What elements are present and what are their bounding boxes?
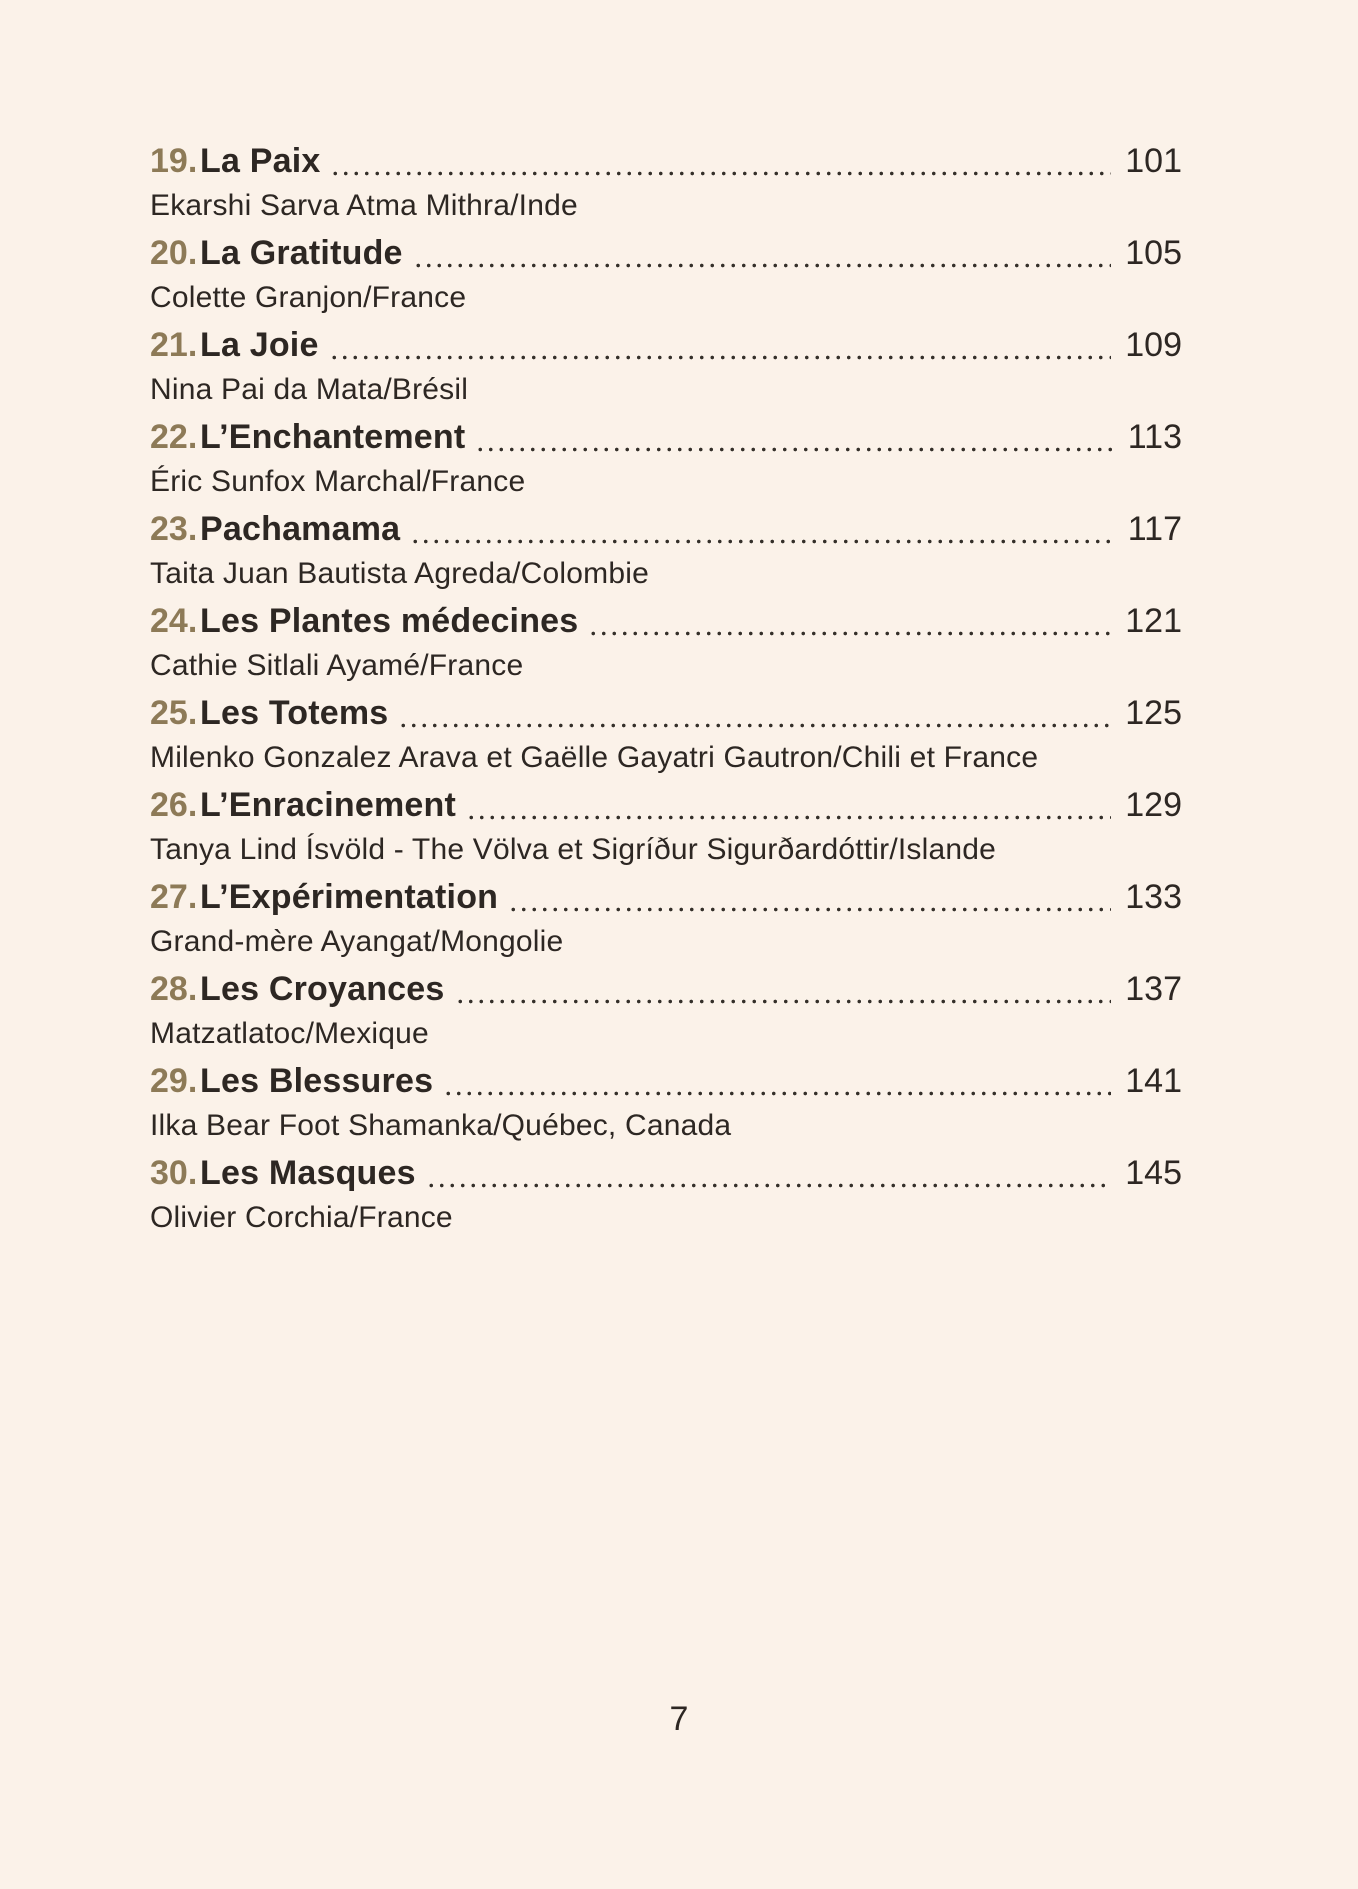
- toc-entry-page: 141: [1125, 1062, 1182, 1100]
- toc-entry-page: 105: [1125, 234, 1182, 272]
- toc-entry-title: La Gratitude: [200, 234, 403, 272]
- toc-list: [150, 138, 1182, 1242]
- toc-entry-title: Pachamama: [200, 510, 401, 548]
- toc-entry-page: 117: [1127, 510, 1182, 548]
- toc-entry-row: [150, 414, 1182, 460]
- dotted-leader: [329, 355, 1112, 360]
- toc-entry-row: [150, 322, 1182, 368]
- toc-entry-page: 137: [1125, 970, 1182, 1008]
- toc-entry-title: La Joie: [200, 326, 319, 364]
- toc-entry-title: La Paix: [200, 142, 321, 180]
- toc-entry-number: 30.: [150, 1154, 198, 1192]
- toc-entry-number: 28.: [150, 970, 198, 1008]
- toc-entry-author: Tanya Lind Ísvöld - The Völva et Sigríður Sigurðardóttir/Islande: [150, 833, 997, 866]
- toc-entry: [150, 874, 1182, 964]
- toc-entry-row: [150, 506, 1182, 552]
- toc-entry-title: L’Enchantement: [200, 418, 466, 456]
- toc-entry-page: 133: [1125, 878, 1182, 916]
- toc-entry-author: Colette Granjon/France: [150, 281, 467, 314]
- dotted-leader: [455, 999, 1112, 1004]
- toc-entry-page: 121: [1125, 602, 1182, 640]
- dotted-leader: [508, 907, 1111, 912]
- toc-entry-page: 129: [1125, 786, 1182, 824]
- toc-entry-row: [150, 690, 1182, 736]
- toc-entry-number: 24.: [150, 602, 198, 640]
- toc-entry-title: Les Totems: [200, 694, 389, 732]
- toc-entry-row: [150, 1058, 1182, 1104]
- toc-entry-page: 113: [1127, 418, 1182, 456]
- toc-entry: [150, 1150, 1182, 1240]
- toc-entry: [150, 414, 1182, 504]
- toc-entry-author: Nina Pai da Mata/Brésil: [150, 373, 469, 406]
- toc-entry-number: 22.: [150, 418, 198, 456]
- toc-entry-row: [150, 230, 1182, 276]
- toc-entry-number: 26.: [150, 786, 198, 824]
- toc-entry-title: Les Plantes médecines: [200, 602, 579, 640]
- toc-entry-number: 23.: [150, 510, 198, 548]
- toc-entry-author: Éric Sunfox Marchal/France: [150, 465, 526, 498]
- toc-entry-page: 109: [1125, 326, 1182, 364]
- toc-entry-row: [150, 966, 1182, 1012]
- toc-entry-number: 29.: [150, 1062, 198, 1100]
- dotted-leader: [475, 447, 1113, 452]
- dotted-leader: [588, 631, 1111, 636]
- toc-entry-author: Olivier Corchia/France: [150, 1201, 453, 1234]
- page-number-footer: 7: [669, 1700, 689, 1738]
- toc-entry-row: [150, 782, 1182, 828]
- dotted-leader: [443, 1091, 1111, 1096]
- toc-entry-title: Les Masques: [200, 1154, 416, 1192]
- toc-entry: [150, 966, 1182, 1056]
- dotted-leader: [466, 815, 1111, 820]
- toc-entry: [150, 1058, 1182, 1148]
- toc-entry-author: Cathie Sitlali Ayamé/France: [150, 649, 524, 682]
- toc-entry-page: 101: [1125, 142, 1182, 180]
- toc-entry-title: L’Enracinement: [200, 786, 456, 824]
- toc-entry-number: 20.: [150, 234, 198, 272]
- toc-entry-row: [150, 598, 1182, 644]
- toc-entry: [150, 690, 1182, 780]
- dotted-leader: [410, 539, 1114, 544]
- dotted-leader: [398, 723, 1111, 728]
- toc-entry-row: [150, 1150, 1182, 1196]
- toc-entry: [150, 598, 1182, 688]
- dotted-leader: [426, 1183, 1112, 1188]
- toc-entry: [150, 230, 1182, 320]
- toc-entry-row: [150, 874, 1182, 920]
- toc-entry-author: Ekarshi Sarva Atma Mithra/Inde: [150, 189, 578, 222]
- toc-entry: [150, 322, 1182, 412]
- toc-entry-number: 25.: [150, 694, 198, 732]
- toc-entry-author: Grand-mère Ayangat/Mongolie: [150, 925, 564, 958]
- toc-entry-author: Milenko Gonzalez Arava et Gaëlle Gayatri Gautron/Chili et France: [150, 741, 1039, 774]
- toc-entry: [150, 138, 1182, 228]
- toc-entry-title: Les Croyances: [200, 970, 445, 1008]
- toc-entry-row: [150, 138, 1182, 184]
- toc-entry-number: 27.: [150, 878, 198, 916]
- toc-entry-title: Les Blessures: [200, 1062, 434, 1100]
- toc-entry-author: Matzatlatoc/Mexique: [150, 1017, 429, 1050]
- toc-entry: [150, 506, 1182, 596]
- dotted-leader: [413, 263, 1112, 268]
- toc-entry-number: 19.: [150, 142, 198, 180]
- toc-entry-title: L’Expérimentation: [200, 878, 499, 916]
- toc-entry-page: 145: [1125, 1154, 1182, 1192]
- toc-entry-author: Ilka Bear Foot Shamanka/Québec, Canada: [150, 1109, 732, 1142]
- toc-entry-number: 21.: [150, 326, 198, 364]
- dotted-leader: [330, 171, 1111, 176]
- toc-entry: [150, 782, 1182, 872]
- toc-entry-page: 125: [1125, 694, 1182, 732]
- toc-entry-author: Taita Juan Bautista Agreda/Colombie: [150, 557, 649, 590]
